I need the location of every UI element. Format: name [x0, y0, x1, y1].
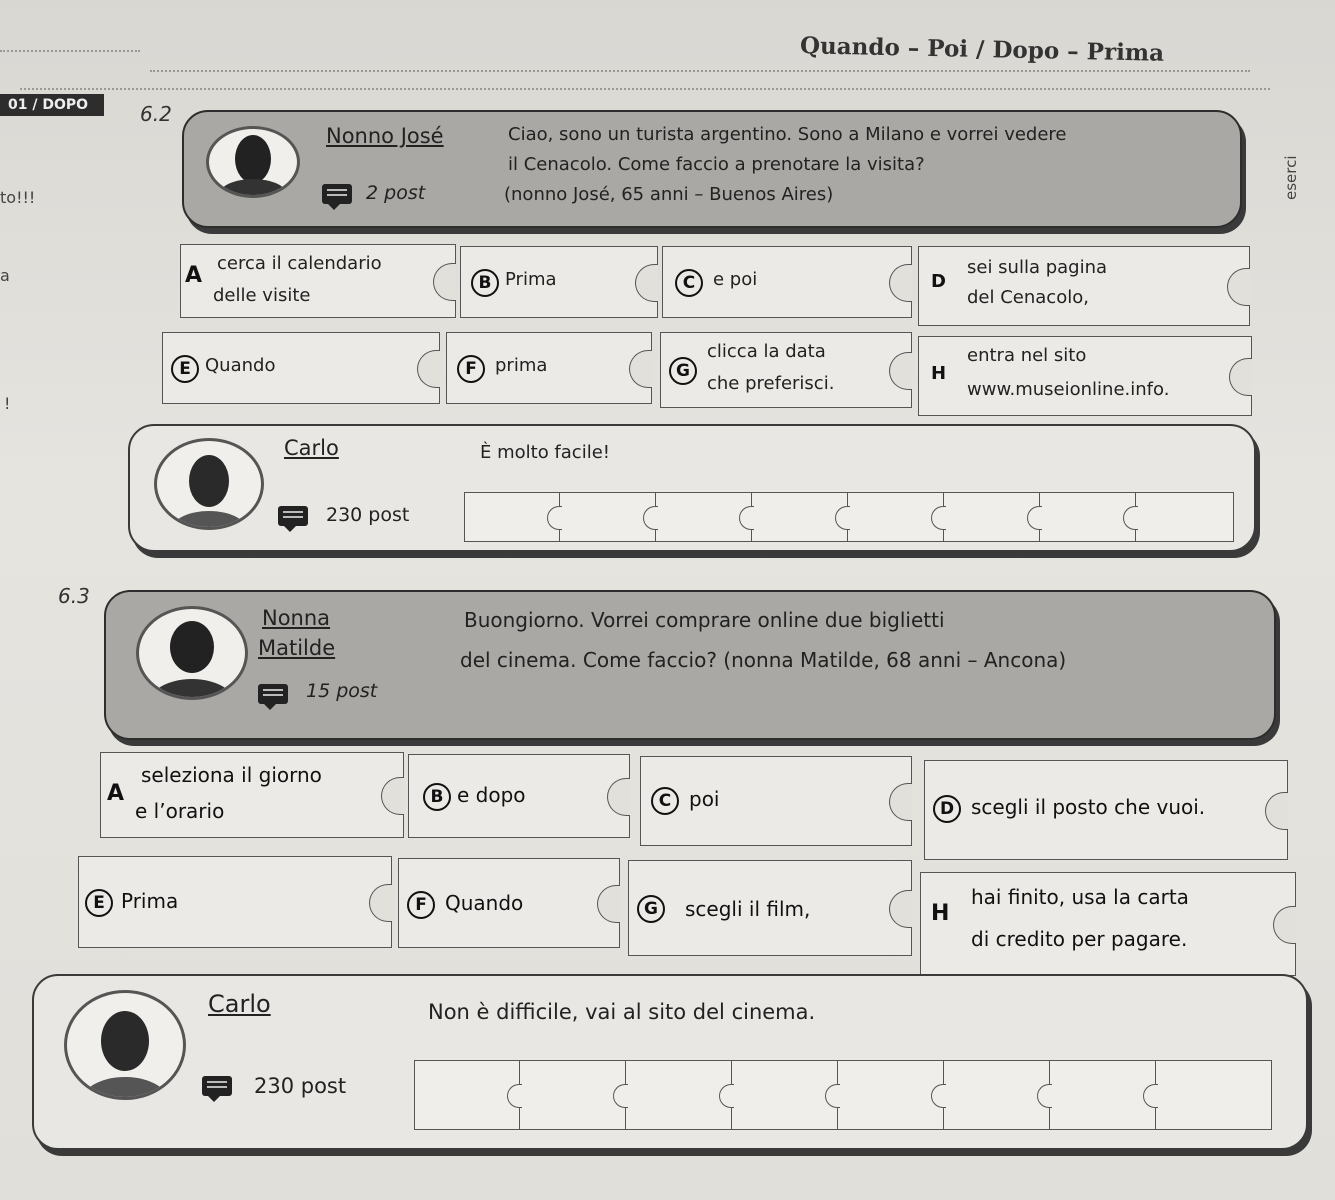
- answer-slot[interactable]: [732, 1060, 838, 1130]
- question-text: il Cenacolo. Come faccio a prenotare la visita?: [508, 154, 925, 175]
- piece-notch: [889, 352, 912, 390]
- answer-slot[interactable]: [1156, 1060, 1272, 1130]
- post-count-icon: [278, 506, 308, 526]
- piece-text: e dopo: [457, 783, 526, 807]
- piece-text: Quando: [445, 891, 524, 915]
- puzzle-piece-h[interactable]: [918, 336, 1252, 416]
- piece-text: entra nel sito: [967, 345, 1087, 366]
- margin-text: !: [4, 394, 11, 413]
- post-count: 2 post: [366, 182, 426, 204]
- piece-text: www.museionline.info.: [967, 379, 1170, 400]
- piece-notch: [629, 350, 652, 388]
- puzzle-piece-d[interactable]: [918, 246, 1250, 326]
- section-tag: 01 / DOPO: [0, 94, 104, 116]
- page-title: Quando – Poi / Dopo – Prima: [799, 32, 1165, 67]
- avatar-nonna-matilde: [136, 606, 248, 700]
- post-count-icon: [322, 184, 352, 204]
- piece-notch: [1273, 906, 1296, 944]
- divider: [0, 50, 140, 52]
- piece-text: che preferisci.: [707, 373, 835, 394]
- answer-slot[interactable]: [464, 492, 560, 542]
- piece-text: Prima: [121, 889, 179, 913]
- piece-letter: F: [407, 891, 435, 919]
- piece-notch: [889, 890, 912, 928]
- puzzle-piece-d[interactable]: [924, 760, 1288, 860]
- answer-slot[interactable]: [944, 492, 1040, 542]
- piece-text: e poi: [713, 269, 758, 290]
- piece-letter: D: [933, 795, 961, 823]
- piece-text: poi: [689, 787, 720, 811]
- answer-slot[interactable]: [1136, 492, 1234, 542]
- puzzle-piece-e[interactable]: [162, 332, 440, 404]
- avatar-nonno-jose: [206, 126, 300, 198]
- piece-notch: [597, 885, 620, 923]
- answer-strip[interactable]: [464, 492, 1234, 542]
- answer-text: È molto facile!: [480, 442, 610, 463]
- piece-text: hai finito, usa la carta: [971, 885, 1189, 909]
- question-bubble: [104, 590, 1276, 740]
- piece-text: prima: [495, 355, 548, 376]
- puzzle-piece-b[interactable]: [408, 754, 630, 838]
- piece-letter: G: [669, 357, 697, 385]
- answer-slot[interactable]: [626, 1060, 732, 1130]
- piece-notch: [1227, 268, 1250, 306]
- piece-notch: [607, 778, 630, 816]
- piece-letter: E: [85, 889, 113, 917]
- piece-notch: [1265, 792, 1288, 830]
- exercise-number: 6.2: [140, 102, 172, 126]
- answer-bubble: [32, 974, 1308, 1150]
- piece-text: scegli il posto che vuoi.: [971, 795, 1206, 819]
- piece-notch: [889, 264, 912, 302]
- piece-letter: H: [931, 363, 947, 384]
- question-text: del cinema. Come faccio? (nonna Matilde, 68 anni – Ancona): [460, 648, 1067, 672]
- divider: [20, 88, 1270, 90]
- piece-notch: [369, 884, 392, 922]
- question-text: Buongiorno. Vorrei comprare online due biglietti: [464, 608, 945, 632]
- puzzle-piece-b[interactable]: [460, 246, 658, 318]
- piece-notch: [417, 350, 440, 388]
- margin-vertical-text: eserci: [1282, 155, 1300, 200]
- piece-letter: H: [931, 901, 950, 926]
- answer-slot[interactable]: [414, 1060, 520, 1130]
- piece-text: scegli il film,: [685, 897, 811, 921]
- answer-bubble: [128, 424, 1256, 552]
- piece-letter: C: [675, 269, 703, 297]
- post-count-icon: [202, 1076, 232, 1096]
- avatar-carlo: [64, 990, 186, 1100]
- puzzle-piece-g[interactable]: [660, 332, 912, 408]
- author-name: Nonno José: [326, 124, 444, 148]
- piece-text: clicca la data: [707, 341, 826, 362]
- margin-text: a: [0, 266, 10, 285]
- piece-letter: A: [185, 263, 203, 288]
- puzzle-piece-h[interactable]: [920, 872, 1296, 976]
- author-name: Matilde: [258, 636, 336, 660]
- piece-text: seleziona il giorno: [141, 763, 322, 787]
- piece-letter: E: [171, 355, 199, 383]
- answer-slot[interactable]: [520, 1060, 626, 1130]
- question-text: (nonno José, 65 anni – Buenos Aires): [504, 184, 834, 205]
- answer-slot[interactable]: [944, 1060, 1050, 1130]
- piece-text: del Cenacolo,: [967, 287, 1089, 308]
- piece-letter: G: [637, 895, 665, 923]
- answer-strip[interactable]: [414, 1060, 1272, 1130]
- question-text: Ciao, sono un turista argentino. Sono a Milano e vorrei vedere: [508, 124, 1067, 145]
- avatar-carlo: [154, 438, 264, 530]
- piece-letter: B: [471, 269, 499, 297]
- piece-text: di credito per pagare.: [971, 927, 1188, 951]
- piece-text: Prima: [505, 269, 557, 290]
- puzzle-piece-f[interactable]: [398, 858, 620, 948]
- answer-slot[interactable]: [1040, 492, 1136, 542]
- piece-text: e l’orario: [135, 799, 225, 823]
- post-count: 15 post: [306, 680, 378, 702]
- question-bubble: [182, 110, 1242, 228]
- divider: [150, 70, 1250, 72]
- piece-notch: [1229, 358, 1252, 396]
- puzzle-piece-a[interactable]: [180, 244, 456, 318]
- puzzle-piece-a[interactable]: [100, 752, 404, 838]
- piece-text: cerca il calendario: [217, 253, 382, 274]
- piece-letter: A: [107, 781, 125, 806]
- piece-text: Quando: [205, 355, 276, 376]
- answer-slot[interactable]: [1050, 1060, 1156, 1130]
- piece-letter: C: [651, 787, 679, 815]
- answer-slot[interactable]: [848, 492, 944, 542]
- margin-text: to!!!: [0, 188, 36, 207]
- piece-text: delle visite: [213, 285, 311, 306]
- piece-notch: [381, 777, 404, 815]
- answer-slot[interactable]: [838, 1060, 944, 1130]
- answer-text: Non è difficile, vai al sito del cinema.: [428, 1000, 816, 1024]
- author-name: Nonna: [262, 606, 331, 630]
- piece-letter: D: [931, 271, 946, 292]
- post-count-icon: [258, 684, 288, 704]
- author-name: Carlo: [284, 436, 339, 460]
- piece-text: sei sulla pagina: [967, 257, 1108, 278]
- puzzle-piece-c[interactable]: [662, 246, 912, 318]
- piece-notch: [889, 783, 912, 821]
- post-count: 230 post: [326, 504, 410, 526]
- author-name: Carlo: [208, 990, 271, 1018]
- exercise-number: 6.3: [58, 584, 90, 608]
- answer-slot[interactable]: [560, 492, 656, 542]
- puzzle-piece-c[interactable]: [640, 756, 912, 846]
- answer-slot[interactable]: [752, 492, 848, 542]
- piece-notch: [635, 264, 658, 302]
- piece-letter: F: [457, 355, 485, 383]
- puzzle-piece-f[interactable]: [446, 332, 652, 404]
- puzzle-piece-g[interactable]: [628, 860, 912, 956]
- piece-letter: B: [423, 783, 451, 811]
- puzzle-piece-e[interactable]: [78, 856, 392, 948]
- post-count: 230 post: [254, 1074, 347, 1098]
- piece-notch: [433, 263, 456, 301]
- answer-slot[interactable]: [656, 492, 752, 542]
